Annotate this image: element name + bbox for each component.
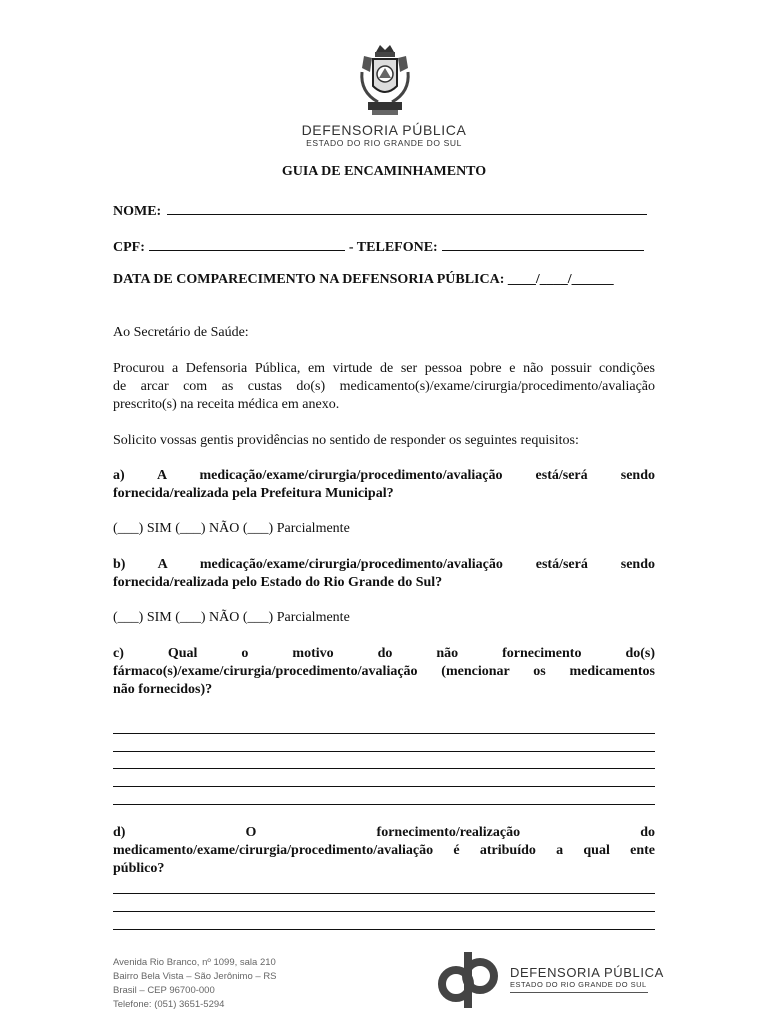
document-title: GUIA DE ENCAMINHAMENTO <box>281 164 487 179</box>
header-org-name: DEFENSORIA PÚBLICA <box>301 122 467 138</box>
header-org-subtitle: ESTADO DO RIO GRANDE DO SUL <box>306 138 462 148</box>
telefone-field[interactable] <box>442 237 644 251</box>
question-d-line-2: medicamento/exame/cirurgia/procedimento/avaliação é atribuído a qual ente <box>113 843 655 858</box>
question-d-line-1: d) O fornecimento/realização do <box>113 825 655 840</box>
footer-divider <box>510 992 648 993</box>
telefone-label: - TELEFONE: <box>348 240 438 255</box>
question-c-line-1: c) Qual o motivo do não fornecimento do(s) <box>113 646 655 661</box>
answer-c-line[interactable] <box>113 786 655 787</box>
answer-c-line[interactable] <box>113 733 655 734</box>
cpf-field[interactable] <box>149 237 345 251</box>
footer-address-line-2: Bairro Bela Vista – São Jerônimo – RS <box>113 971 277 982</box>
question-c-line-2: fármaco(s)/exame/cirurgia/procedimento/avaliação (mencionar os medicamentos <box>113 664 655 679</box>
question-b-line-1: b) A medicação/exame/cirurgia/procedimento/avaliação está/será sendo <box>113 557 655 572</box>
cpf-row <box>113 237 655 256</box>
coat-of-arms-logo <box>358 42 412 118</box>
question-b-options[interactable]: (___) SIM (___) NÃO (___) Parcialmente <box>113 610 350 625</box>
footer-address-line-3: Brasil – CEP 96700-000 <box>113 985 215 996</box>
greeting: Ao Secretário de Saúde: <box>113 325 249 340</box>
question-b-line-2: fornecida/realizada pelo Estado do Rio Grande do Sul? <box>113 575 443 590</box>
answer-d-line[interactable] <box>113 893 655 894</box>
question-c-line-3: não fornecidos)? <box>113 682 213 697</box>
footer-org-subtitle: ESTADO DO RIO GRANDE DO SUL <box>510 980 647 989</box>
answer-c-line[interactable] <box>113 751 655 752</box>
paragraph-1-line-2: de arcar com as custas do(s) medicamento(s)/exame/cirurgia/procedimento/avaliação <box>113 379 655 394</box>
answer-d-line[interactable] <box>113 929 655 930</box>
footer-org-name: DEFENSORIA PÚBLICA <box>510 965 664 980</box>
nome-row <box>113 201 655 220</box>
footer-address-line-1: Avenida Rio Branco, nº 1099, sala 210 <box>113 957 276 968</box>
footer-address <box>113 956 277 1012</box>
coat-of-arms-icon <box>358 42 412 118</box>
paragraph-2: Solicito vossas gentis providências no sentido de responder os seguintes requisitos: <box>113 433 579 448</box>
cpf-label: CPF: <box>113 240 145 255</box>
question-d-line-3: público? <box>113 861 165 876</box>
footer-phone: Telefone: (051) 3651-5294 <box>113 999 225 1010</box>
footer-logo <box>436 948 500 1012</box>
dp-monogram-icon <box>436 948 500 1012</box>
answer-c-line[interactable] <box>113 768 655 769</box>
data-blanks[interactable]: ____/____/______ <box>507 272 614 287</box>
nome-field[interactable] <box>167 201 647 215</box>
paragraph-1-line-1: Procurou a Defensoria Pública, em virtude de ser pessoa pobre e não possuir condições <box>113 361 655 376</box>
answer-d-line[interactable] <box>113 911 655 912</box>
question-a-line-1: a) A medicação/exame/cirurgia/procedimento/avaliação está/será sendo <box>113 468 655 483</box>
data-row <box>113 272 673 288</box>
answer-c-line[interactable] <box>113 804 655 805</box>
question-a-options[interactable]: (___) SIM (___) NÃO (___) Parcialmente <box>113 521 350 536</box>
paragraph-1-line-3: prescrito(s) na receita médica em anexo. <box>113 397 340 412</box>
data-label: DATA DE COMPARECIMENTO NA DEFENSORIA PÚBLICA: <box>113 272 505 287</box>
question-a-line-2: fornecida/realizada pela Prefeitura Municipal? <box>113 486 394 501</box>
nome-label: NOME: <box>113 204 162 219</box>
